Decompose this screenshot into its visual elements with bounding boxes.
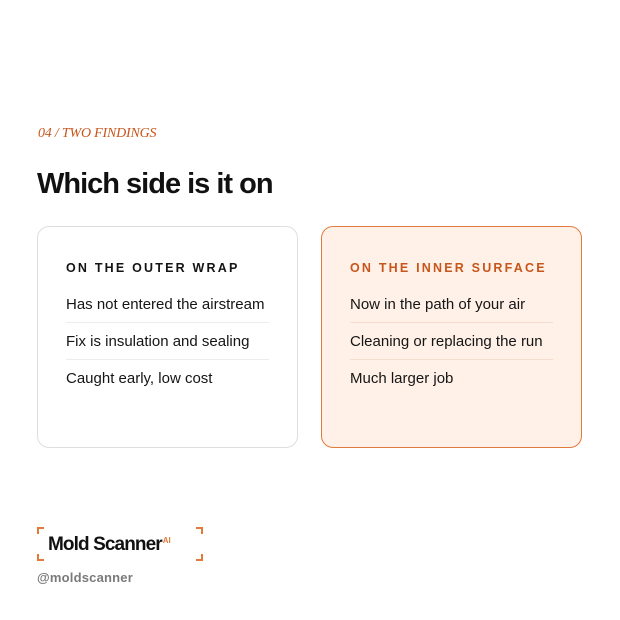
page-title: Which side is it on [37, 168, 273, 200]
brand-wordmark [48, 534, 170, 556]
card-inner-surface [321, 226, 582, 448]
logo-corner-bracket [196, 527, 203, 534]
section-eyebrow: 04 / TWO FINDINGS [38, 126, 157, 141]
list-item: Now in the path of your air [350, 295, 553, 323]
card-title: ON THE INNER SURFACE [350, 261, 547, 275]
list-item: Fix is insulation and sealing [66, 332, 269, 360]
list-item: Has not entered the airstream [66, 295, 269, 323]
list-item: Cleaning or replacing the run [350, 332, 553, 360]
logo-corner-bracket [37, 527, 44, 534]
social-handle: @moldscanner [37, 570, 133, 585]
brand-logo [37, 527, 203, 561]
list-item: Caught early, low cost [66, 370, 213, 387]
card-title: ON THE OUTER WRAP [66, 261, 240, 275]
brand-ai-badge: AI [162, 536, 171, 545]
list-item: Much larger job [350, 370, 454, 387]
card-outer-wrap [37, 226, 298, 448]
logo-corner-bracket [37, 554, 44, 561]
brand-name: Mold Scanner [48, 534, 162, 555]
logo-corner-bracket [196, 554, 203, 561]
